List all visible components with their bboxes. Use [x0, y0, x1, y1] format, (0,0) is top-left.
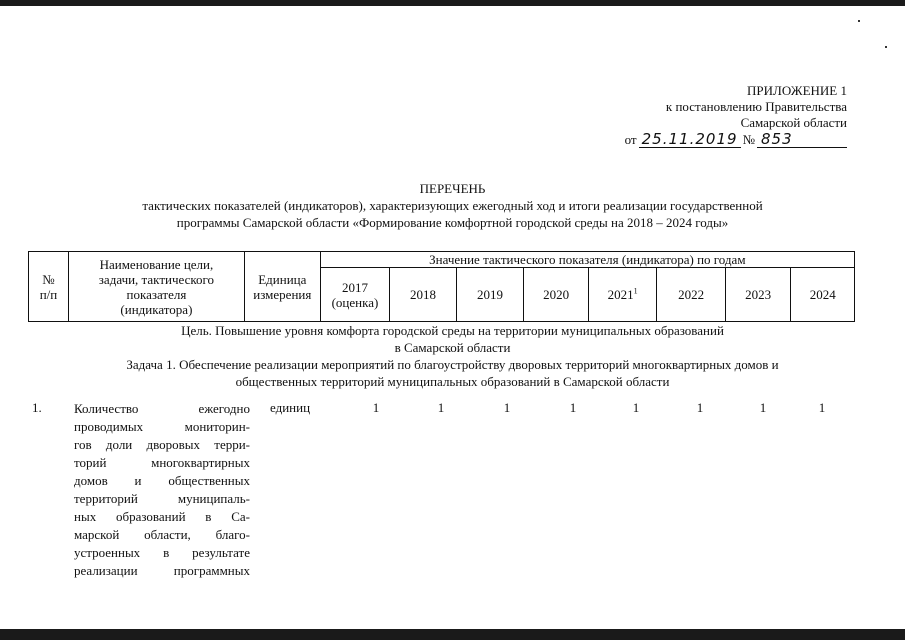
date-prefix: от — [624, 132, 637, 147]
appendix-block — [625, 83, 847, 148]
header-num-line: № — [42, 271, 55, 287]
value-2019: 1 — [503, 400, 511, 415]
description-line: проводимых мониторин- — [74, 419, 250, 434]
value-2023: 1 — [759, 400, 767, 415]
footnote-mark: 1 — [633, 286, 638, 296]
header-cell-name — [68, 252, 244, 322]
header-year-2017 — [320, 268, 390, 322]
description-line: марской области, благо- — [74, 527, 250, 542]
scan-edge-bottom — [0, 629, 905, 640]
scan-speck — [885, 46, 887, 48]
scan-speck — [858, 20, 860, 22]
description-line: реализации программных — [74, 563, 250, 578]
value-2018: 1 — [437, 400, 445, 415]
header-name-line: показателя — [126, 286, 187, 302]
row-number: 1. — [32, 400, 42, 415]
number-sign: № — [742, 132, 755, 147]
description-line: гов доли дворовых терри- — [74, 437, 250, 452]
header-cell-num — [29, 252, 69, 322]
appendix-title: ПРИЛОЖЕНИЕ 1 — [747, 83, 847, 98]
handwritten-date: 25.11.2019 — [639, 131, 741, 148]
row-unit: единиц — [270, 400, 311, 415]
task-line-1: Задача 1. Обеспечение реализации мероприятий по благоустройству дворовых территорий многоквартирных домов и — [126, 357, 779, 372]
goal-section — [0, 322, 905, 390]
row-description — [74, 400, 250, 580]
description-line: территорий муниципаль- — [74, 491, 250, 506]
heading-line-1: тактических показателей (индикаторов), характеризующих ежегодный ход и итоги реализации государственной — [142, 198, 763, 213]
appendix-date-line — [625, 131, 847, 148]
header-year-2018: 2018 — [390, 268, 457, 322]
header-year-2024: 2024 — [791, 268, 855, 322]
header-year-2020: 2020 — [524, 268, 588, 322]
appendix-region-line: Самарской области — [740, 115, 847, 130]
goal-line-2: в Самарской области — [394, 340, 511, 355]
value-2017: 1 — [372, 400, 380, 415]
header-cell-values-group: Значение тактического показателя (индикатора) по годам — [320, 252, 854, 268]
header-cell-unit — [244, 252, 320, 322]
description-line: устроенных в результате — [74, 545, 250, 560]
year-label: 2021 — [607, 287, 634, 302]
description-line: домов и общественных — [74, 473, 250, 488]
scan-edge-top — [0, 0, 905, 6]
appendix-resolution-line: к постановлению Правительства — [665, 99, 847, 114]
header-name-line: задачи, тактического — [98, 271, 215, 287]
value-2022: 1 — [696, 400, 704, 415]
header-unit-line: Единица — [258, 271, 307, 287]
document-heading — [0, 180, 905, 231]
heading-title: ПЕРЕЧЕНЬ — [419, 181, 486, 196]
value-2021: 1 — [632, 400, 640, 415]
header-year-2019: 2019 — [456, 268, 524, 322]
task-line-2: общественных территорий муниципальных образований в Самарской области — [235, 374, 670, 389]
header-year-2022: 2022 — [657, 268, 726, 322]
header-name-line: (индикатора) — [120, 301, 193, 317]
description-line: Количество ежегодно — [74, 401, 250, 416]
header-name-line: Наименование цели, — [99, 256, 214, 272]
year-note: (оценка) — [331, 294, 379, 310]
year-label: 2017 — [341, 279, 368, 295]
header-year-2023: 2023 — [725, 268, 791, 322]
description-line: торий многоквартирных — [74, 455, 250, 470]
handwritten-number: 853 — [757, 131, 847, 148]
value-2020: 1 — [569, 400, 577, 415]
heading-line-2: программы Самарской области «Формирование комфортной городской среды на 2018 – 2024 годы» — [176, 215, 729, 230]
header-num-line: п/п — [39, 286, 58, 302]
indicators-table-header — [28, 251, 855, 322]
description-line: ных образований в Са- — [74, 509, 250, 524]
header-unit-line: измерения — [253, 286, 312, 302]
value-2024: 1 — [818, 400, 826, 415]
goal-line-1: Цель. Повышение уровня комфорта городской среды на территории муниципальных образований — [181, 323, 724, 338]
header-year-2021 — [588, 268, 657, 322]
